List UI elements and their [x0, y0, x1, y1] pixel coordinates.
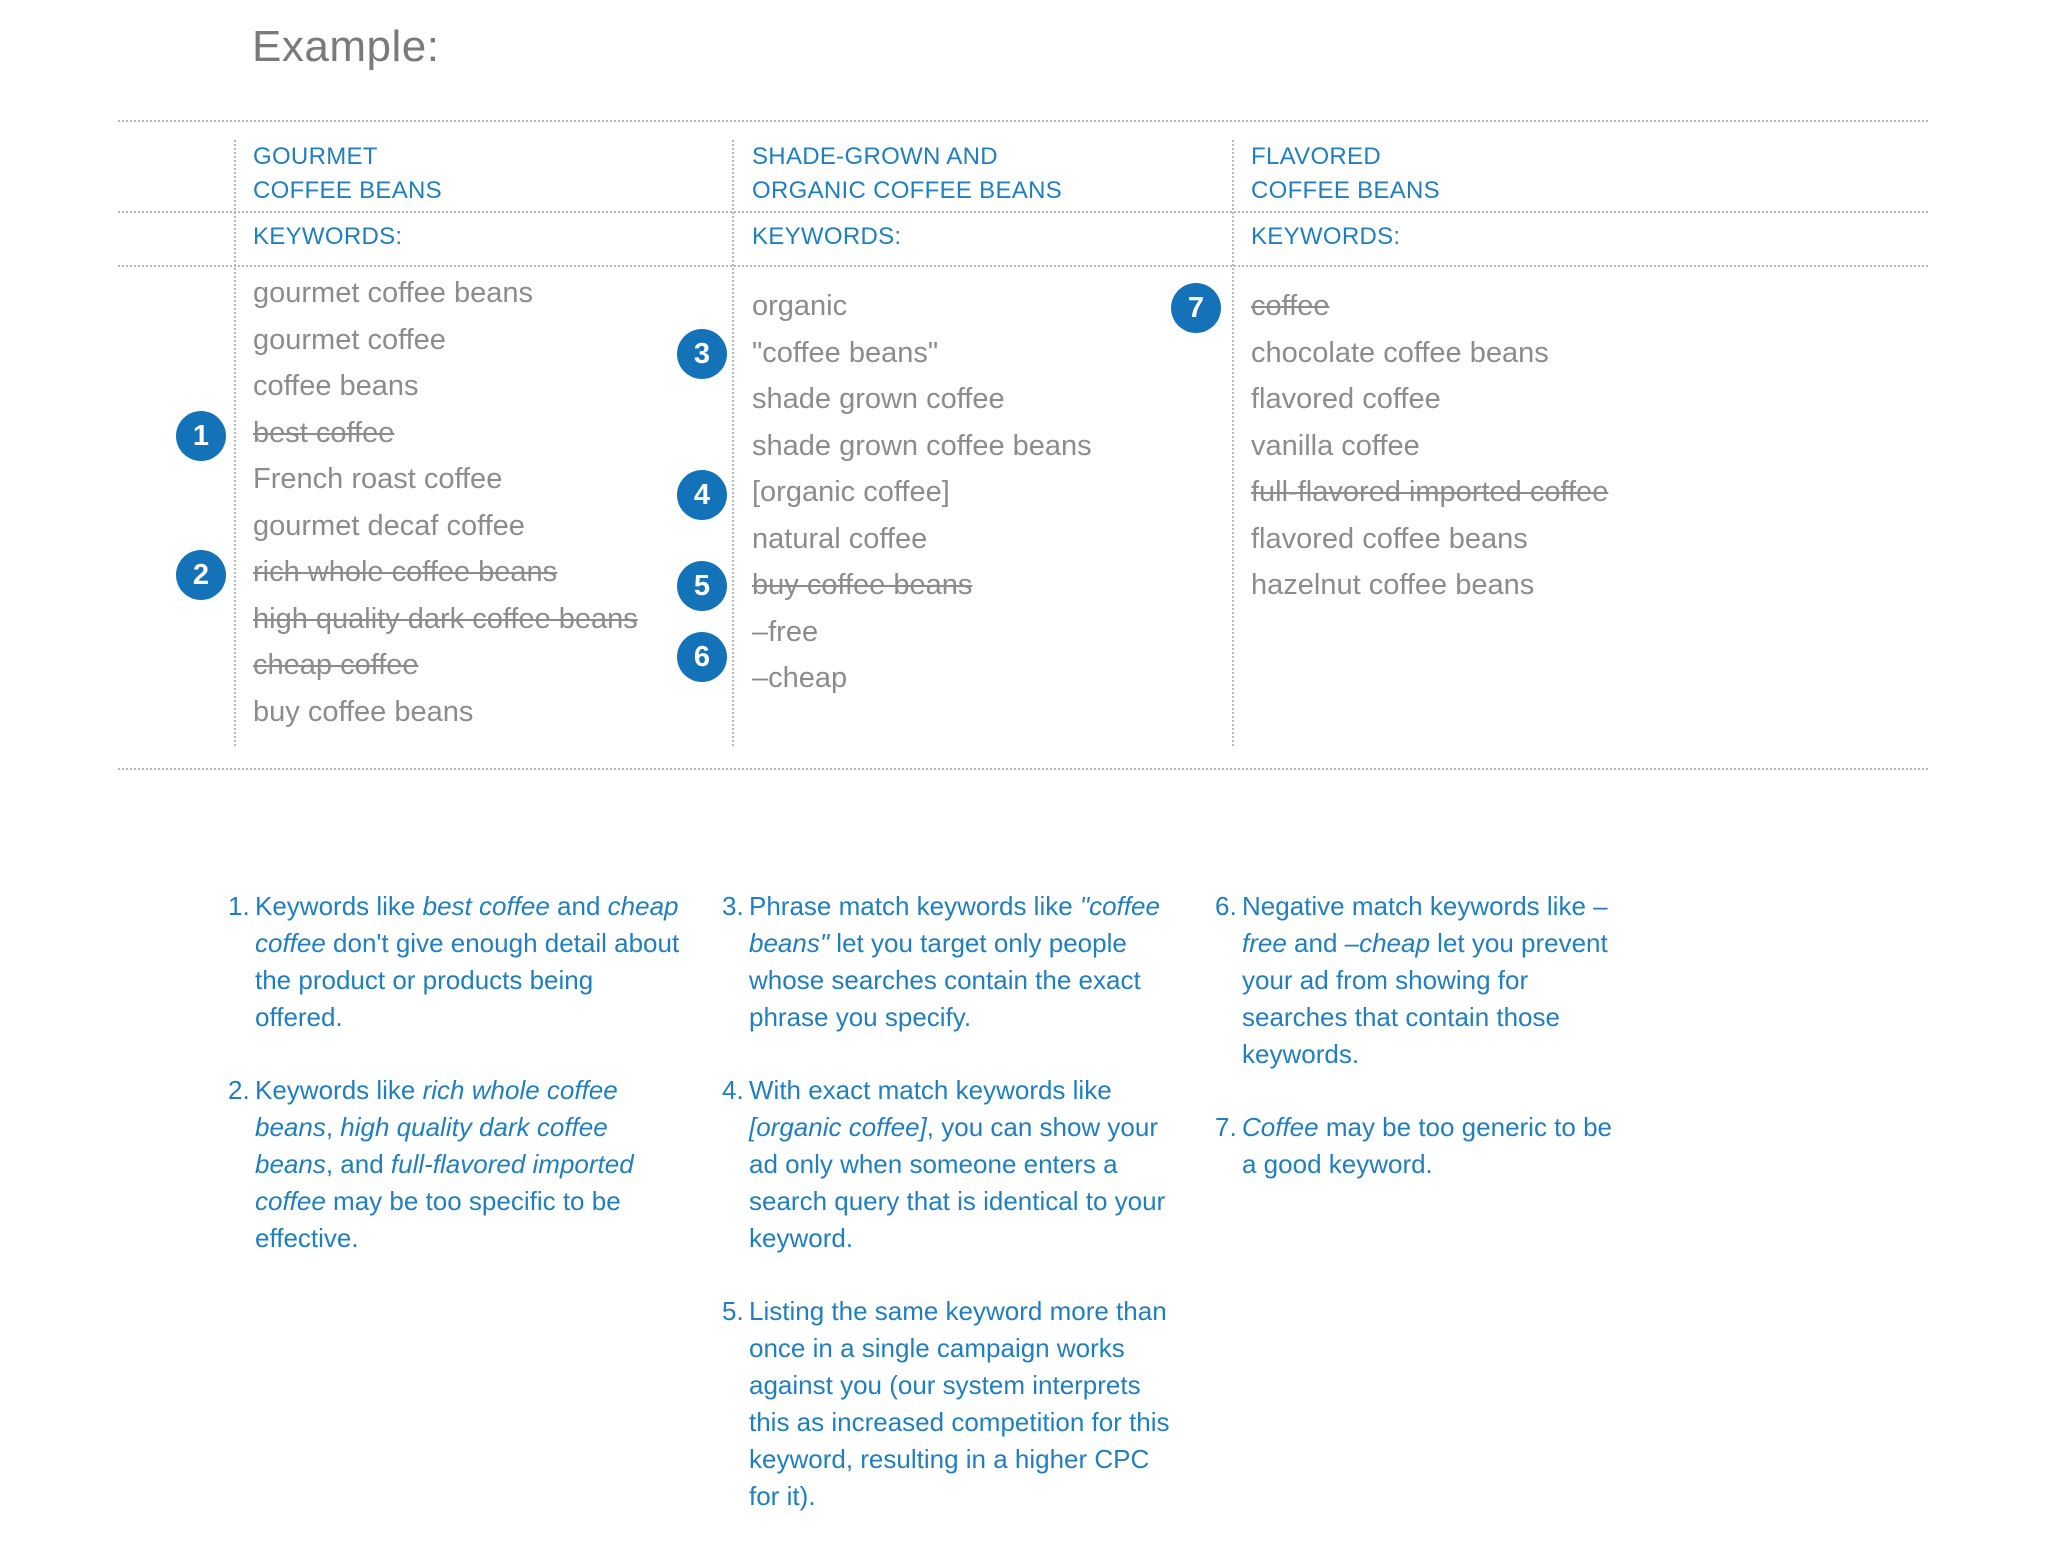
- note-text-segment: let you target only people whose searches contain the exact phrase you specify.: [749, 928, 1141, 1032]
- keyword-list-gourmet: [253, 270, 638, 735]
- note-text-segment: , you can show your ad only when someone enters a search query that is identical to your keyword.: [749, 1112, 1166, 1253]
- note-text: [749, 888, 1170, 1036]
- note-item: [1215, 888, 1625, 1073]
- table-top-rule: [118, 120, 1928, 122]
- keyword-item: gourmet coffee: [253, 323, 446, 356]
- keyword-item: "coffee beans": [752, 336, 939, 369]
- note-text-segment: Keywords like: [255, 1075, 423, 1105]
- keyword-item: French roast coffee: [253, 463, 503, 495]
- note-text: [255, 888, 688, 1036]
- column-heading-line: FLAVORED: [1251, 143, 1381, 170]
- note-text-segment: Phrase match keywords like: [749, 891, 1080, 921]
- note-text-segment: let you prevent your ad from showing for searches that contain those keywords.: [1242, 928, 1608, 1069]
- keyword-list-shade-grown-organic: [752, 283, 1092, 702]
- keyword-item: hazelnut coffee beans: [1251, 569, 1535, 601]
- column-heading-line: ORGANIC COFFEE BEANS: [752, 177, 1063, 204]
- note-keyword-example: best coffee: [422, 891, 550, 921]
- callout-badge-6: 6: [677, 632, 727, 682]
- keyword-item: flavored coffee: [1251, 383, 1441, 415]
- note-text-segment: ,: [325, 1112, 341, 1142]
- note-text-segment: Keywords like: [255, 891, 423, 921]
- keyword-item-struck: cheap coffee: [253, 649, 419, 681]
- note-keyword-example: [organic coffee]: [749, 1112, 927, 1142]
- notes-column-3: [1215, 888, 1625, 1219]
- note-text: [1242, 888, 1625, 1073]
- note-number: 6.: [1215, 891, 1237, 921]
- keyword-item: [organic coffee]: [752, 476, 950, 508]
- column-divider-3: [1232, 140, 1234, 746]
- note-text-segment: With exact match keywords like: [749, 1075, 1112, 1105]
- note-text-segment: , and: [325, 1149, 391, 1179]
- keyword-item: flavored coffee beans: [1251, 522, 1528, 555]
- note-item: [722, 888, 1170, 1036]
- column-heading-line: COFFEE BEANS: [253, 177, 442, 204]
- note-keyword-example: Coffee: [1242, 1112, 1319, 1142]
- column-heading-line: GOURMET: [253, 143, 378, 170]
- column-heading-gourmet: [253, 140, 442, 208]
- column-heading-shade-grown-organic: [752, 140, 1062, 208]
- note-text: [1242, 1109, 1625, 1183]
- note-item: [1215, 1109, 1625, 1183]
- column-divider-2: [732, 140, 734, 746]
- note-keyword-example: cheap coffee: [255, 891, 679, 958]
- keywords-divider-rule: [118, 265, 1928, 267]
- callout-badge-2: 2: [176, 550, 226, 600]
- callout-badge-1: 1: [176, 411, 226, 461]
- keyword-item: natural coffee: [752, 522, 928, 555]
- keywords-label: KEYWORDS:: [253, 223, 403, 250]
- keyword-item: chocolate coffee beans: [1251, 336, 1549, 369]
- note-keyword-example: –free: [1242, 891, 1608, 958]
- callout-badge-3: 3: [677, 329, 727, 379]
- note-number: 1.: [228, 891, 250, 921]
- note-number: 3.: [722, 891, 744, 921]
- notes-column-2: [722, 888, 1170, 1551]
- note-keyword-example: –cheap: [1344, 928, 1430, 958]
- keyword-item: vanilla coffee: [1251, 429, 1420, 462]
- note-keyword-example: high quality dark coffee beans: [255, 1112, 608, 1179]
- table-bottom-rule: [118, 768, 1928, 770]
- note-item: [722, 1072, 1170, 1257]
- note-text: [749, 1072, 1170, 1257]
- callout-badge-7: 7: [1171, 283, 1221, 333]
- keyword-item: –free: [752, 615, 819, 648]
- note-number: 7.: [1215, 1112, 1237, 1142]
- callout-badge-4: 4: [677, 470, 727, 520]
- note-text-segment: Negative match keywords like: [1242, 891, 1594, 921]
- keywords-label: KEYWORDS:: [1251, 223, 1401, 250]
- keywords-label: KEYWORDS:: [752, 223, 902, 250]
- column-heading-line: SHADE-GROWN AND: [752, 143, 998, 170]
- note-item: [722, 1293, 1170, 1515]
- note-text-segment: and: [1286, 928, 1345, 958]
- keyword-item-struck: best coffee: [253, 416, 395, 449]
- column-heading-flavored: [1251, 140, 1440, 208]
- note-text: [749, 1293, 1170, 1515]
- note-number: 5.: [722, 1296, 744, 1326]
- keyword-item: buy coffee beans: [253, 695, 474, 728]
- note-number: 4.: [722, 1075, 744, 1105]
- heading-divider-rule: [118, 211, 1928, 213]
- keyword-item-struck: high quality dark coffee beans: [253, 602, 638, 635]
- note-item: [228, 1072, 688, 1257]
- note-text-segment: don't give enough detail about the product or products being offered.: [255, 928, 680, 1032]
- keyword-item-struck: full-flavored imported coffee: [1251, 476, 1609, 508]
- note-text-segment: may be too generic to be a good keyword.: [1242, 1112, 1613, 1179]
- keyword-item: coffee beans: [253, 370, 419, 402]
- note-number: 2.: [228, 1075, 250, 1105]
- keyword-item: shade grown coffee beans: [752, 429, 1092, 462]
- note-text-segment: and: [549, 891, 608, 921]
- page-title: Example:: [252, 22, 440, 71]
- note-text-segment: Listing the same keyword more than once in a single campaign works against you (our system interprets this as increased competition for this keyword, resulting in a higher CPC for it).: [749, 1296, 1170, 1511]
- callout-badge-5: 5: [677, 561, 727, 611]
- keyword-item: shade grown coffee: [752, 383, 1005, 415]
- keyword-item-struck: rich whole coffee beans: [253, 556, 558, 588]
- column-divider-1: [234, 140, 236, 746]
- keyword-item: organic: [752, 290, 848, 322]
- notes-column-1: [228, 888, 688, 1293]
- keyword-item-struck: buy coffee beans: [752, 569, 973, 601]
- keyword-item: gourmet coffee beans: [253, 277, 533, 309]
- note-keyword-example: "coffee beans": [749, 891, 1160, 958]
- note-keyword-example: rich whole coffee beans: [255, 1075, 618, 1142]
- keyword-list-flavored: [1251, 283, 1608, 609]
- note-keyword-example: full-flavored imported coffee: [255, 1149, 634, 1216]
- keyword-item: –cheap: [752, 662, 848, 694]
- note-item: [228, 888, 688, 1036]
- column-heading-line: COFFEE BEANS: [1251, 177, 1440, 204]
- note-text: [255, 1072, 688, 1257]
- keyword-item: gourmet decaf coffee: [253, 509, 525, 542]
- keyword-item-struck: coffee: [1251, 290, 1330, 322]
- note-text-segment: may be too specific to be effective.: [255, 1186, 621, 1253]
